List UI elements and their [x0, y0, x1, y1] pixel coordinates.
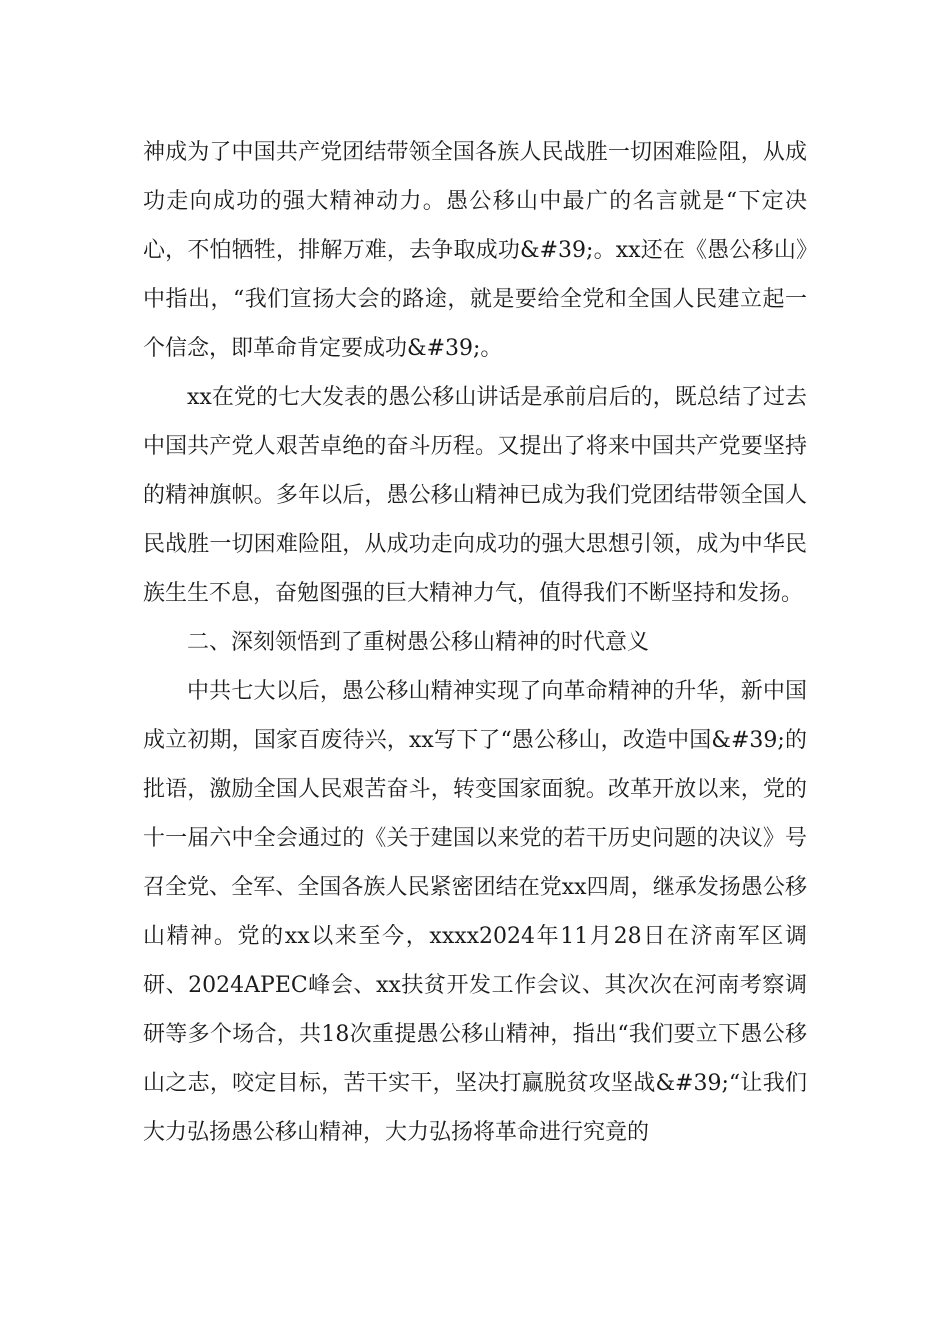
- paragraph-3: 中共七大以后，愚公移山精神实现了向革命精神的升华，新中国成立初期，国家百废待兴，xx写下了“愚公移山，改造中国&#39;的批语，激励全国人民艰苦奋斗，转变国家面貌。改革开放以来，党的十一届六中全会通过的《关于建国以来党的若干历史问题的决议》号召全党、全军、全国各族人民紧密团结在党xx四周，继承发扬愚公移山精神。党的xx以来至今，xxxx2024年11月28日在济南军区调研、2024APEC峰会、xx扶贫开发工作会议、其次次在河南考察调研等多个场合，共18次重提愚公移山精神，指出“我们要立下愚公移山之志，咬定目标，苦干实干，坚决打赢脱贫攻坚战&#39;“让我们大力弘扬愚公移山精神，大力弘扬将革命进行究竟的: [143, 679, 807, 1145]
- document-body: [143, 128, 807, 1157]
- paragraph-1: 神成为了中国共产党团结带领全国各族人民战胜一切困难险阻，从成功走向成功的强大精神动力。愚公移山中最广的名言就是“下定决心，不怕牺牲，排解万难，去争取成功&#39;。xx还在《愚公移山》中指出，“我们宣扬大会的路途，就是要给全党和全国人民建立起一个信念，即革命肯定要成功&#39;。: [143, 140, 807, 361]
- section-heading: 二、深刻领悟到了重树愚公移山精神的时代意义: [187, 630, 650, 655]
- paragraph-2: xx在党的七大发表的愚公移山讲话是承前启后的，既总结了过去中国共产党人艰苦卓绝的奋斗历程。又提出了将来中国共产党要坚持的精神旗帜。多年以后，愚公移山精神已成为我们党团结带领全国人民战胜一切困难险阻，从成功走向成功的强大思想引领，成为中华民族生生不息，奋勉图强的巨大精神力气，值得我们不断坚持和发扬。: [143, 385, 807, 606]
